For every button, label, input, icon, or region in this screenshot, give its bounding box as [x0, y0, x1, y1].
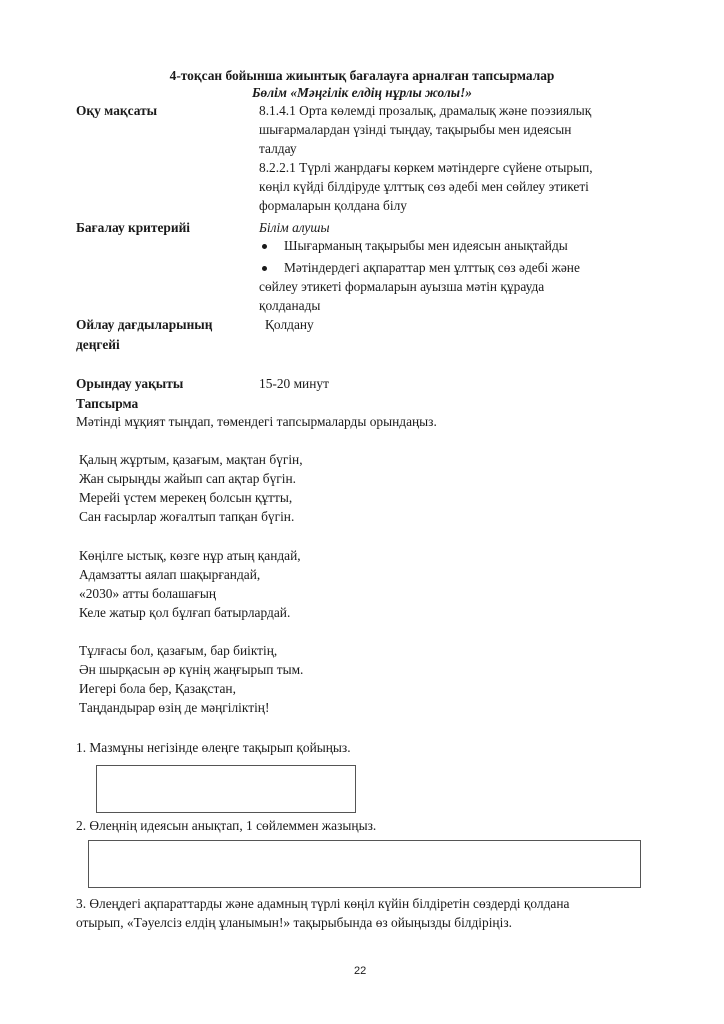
answer-box-2[interactable] [88, 840, 641, 888]
poem-line: Жан сырыңды жайып сап ақтар бүгін. [79, 471, 297, 486]
poem-line: Ән шырқасын әр күнің жаңғырып тым. [79, 662, 304, 677]
bullet-icon [262, 244, 267, 249]
answer-box-1[interactable] [96, 765, 356, 813]
objectives-label: Оқу мақсаты [76, 103, 158, 118]
question-2: 2. Өлеңнің идеясын анықтап, 1 сөйлеммен жазыңыз. [76, 818, 377, 833]
poem-line: Мерейі үстем мерекең болсын құтты, [79, 490, 293, 505]
criteria-label: Бағалау критерийі [76, 220, 191, 235]
poem-line: Таңдандырар өзің де мәңгіліктің! [79, 700, 270, 715]
poem-line: Көңілге ыстық, көзге нұр атың қандай, [79, 548, 301, 563]
objective-line: шығармалардан үзінді тыңдау, тақырыбы мен идеясын [259, 122, 572, 137]
thinking-level-label-cont: деңгейі [76, 337, 120, 352]
document-title: 4-тоқсан бойынша жиынтық бағалауға арналған тапсырмалар [169, 68, 555, 83]
question-1: 1. Мазмұны негізінде өлеңге тақырып қойыңыз. [76, 740, 351, 755]
bullet-icon [262, 266, 267, 271]
poem-line: Иегері бола бер, Қазақстан, [79, 681, 236, 696]
question-3: 3. Өлеңдегі ақпараттарды және адамның түрлі көңіл күйін білдіретін сөздерді қолдана [76, 896, 570, 911]
page-number: 22 [354, 965, 367, 977]
criteria-item: Мәтіндердегі ақпараттар мен ұлттық сөз әдебі және [284, 260, 580, 275]
objective-line: көңіл күйді білдіруде ұлттық сөз әдебі мен сөйлеу этикеті [259, 179, 589, 194]
objective-line: 8.1.4.1 Орта көлемді прозалық, драмалық және поэзиялық [259, 103, 592, 118]
objective-line: 8.2.2.1 Түрлі жанрдағы көркем мәтіндерге сүйене отырып, [259, 160, 593, 175]
criteria-item: Шығарманың тақырыбы мен идеясын анықтайды [284, 238, 568, 253]
criteria-item-continued: қолданады [259, 298, 321, 313]
section-title: Бөлім «Мәңгілік елдің нұрлы жолы!» [252, 85, 472, 100]
poem-line: Адамзатты аялап шақырғандай, [79, 567, 261, 582]
poem-line: Қалың жұртым, қазағым, мақтан бүгін, [79, 452, 303, 467]
time-label: Орындау уақыты [76, 376, 184, 391]
objective-line: талдау [259, 141, 297, 156]
poem-line: Тұлғасы бол, қазағым, бар биіктің, [79, 643, 278, 658]
objective-line: формаларын қолдана білу [259, 198, 407, 213]
thinking-level-value: Қолдану [265, 317, 314, 332]
task-heading: Тапсырма [76, 396, 139, 411]
time-value: 15-20 минут [259, 376, 329, 391]
question-3-continued: отырып, «Тәуелсіз елдің ұланымын!» тақырыбында өз ойыңызды білдіріңіз. [76, 915, 512, 930]
poem-line: «2030» атты болашағың [79, 586, 217, 601]
poem-line: Келе жатыр қол бұлғап батырлардай. [79, 605, 291, 620]
task-instruction: Мәтінді мұқият тыңдап, төмендегі тапсырмаларды орындаңыз. [76, 414, 437, 429]
criteria-intro: Білім алушы [259, 220, 330, 235]
poem-line: Сан ғасырлар жоғалтып тапқан бүгін. [79, 509, 295, 524]
criteria-item-continued: сөйлеу этикеті формаларын ауызша мәтін құрауда [259, 279, 545, 294]
thinking-level-label: Ойлау дағдыларының [76, 317, 213, 332]
